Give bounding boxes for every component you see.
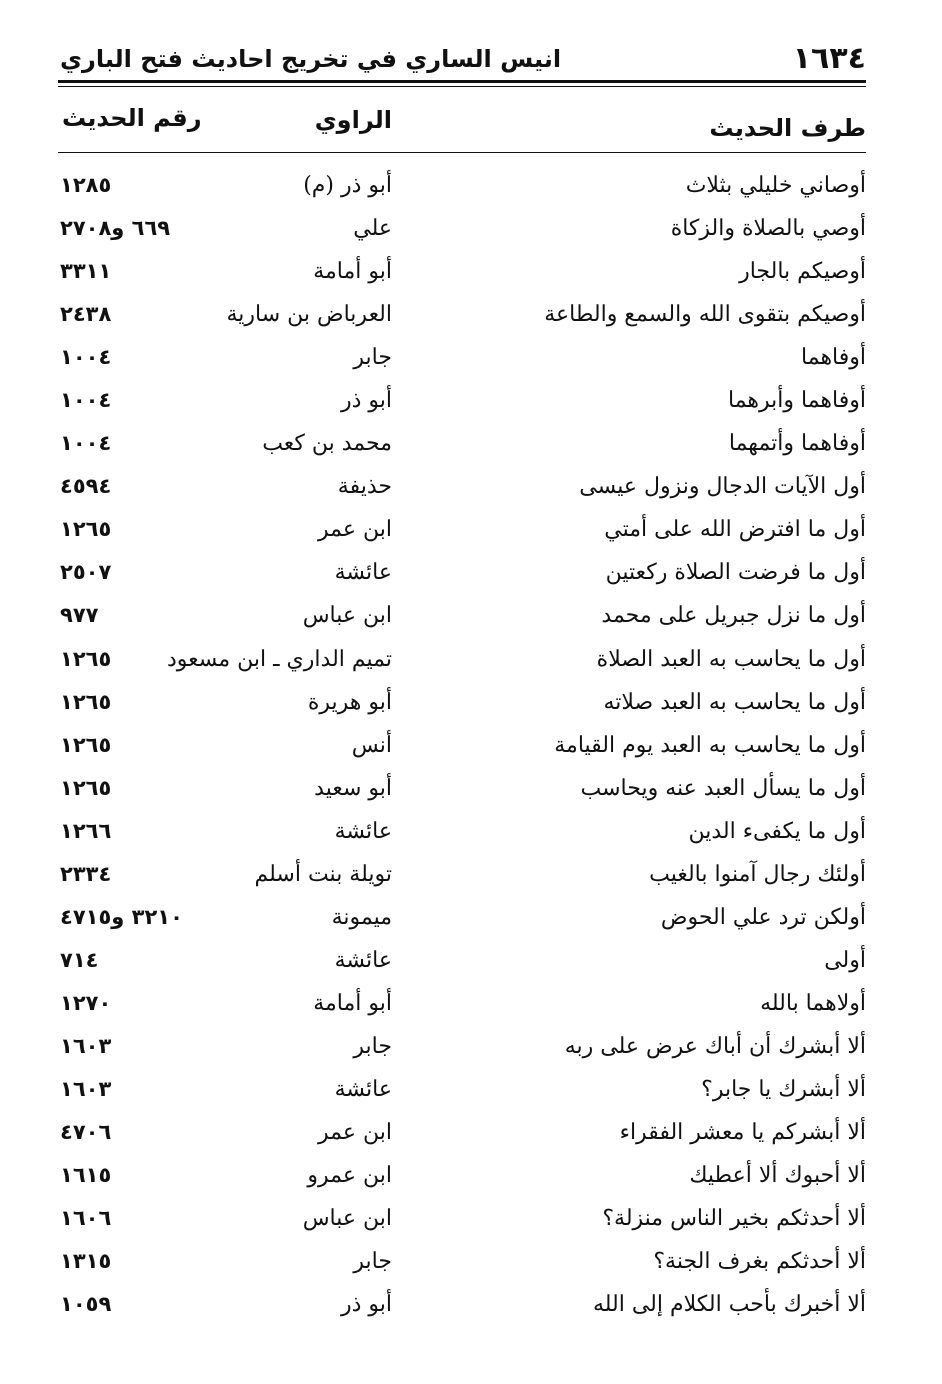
hadith-text: ألا أحبوك ألا أعطيك (689, 1163, 866, 1189)
table-row (60, 1107, 866, 1150)
hadith-number: ١٢٦٥ (60, 646, 112, 671)
narrator-name: حذيفة (337, 474, 392, 500)
hadith-number: ٤٧٠٦ (60, 1120, 112, 1145)
table-row (60, 806, 866, 849)
hadith-text: أولى (824, 947, 866, 973)
hadith-text: أوصي بالصلاة والزكاة (670, 216, 866, 242)
hadith-number: ٢٣٣٤ (60, 861, 112, 886)
narrator-name: جابر (353, 345, 392, 371)
table-row (60, 1193, 866, 1236)
narrator-name: محمد بن كعب (262, 431, 392, 457)
hadith-text: أولئك رجال آمنوا بالغيب (649, 861, 866, 887)
table-row (60, 1021, 866, 1064)
table-row (60, 246, 866, 289)
hadith-number: ٩٧٧ (60, 603, 99, 628)
hadith-text: أوفاهما (801, 345, 866, 371)
hadith-text: أول ما يحاسب به العبد يوم القيامة (554, 732, 866, 758)
hadith-index-table (60, 160, 866, 1322)
narrator-name: أبو هريرة (307, 689, 392, 715)
table-row (60, 1064, 866, 1107)
table-row (60, 1236, 866, 1279)
hadith-text: أوصيكم بتقوى الله والسمع والطاعة (544, 302, 866, 328)
hadith-number: ١٦٠٣ (60, 1076, 112, 1101)
table-row (60, 289, 866, 332)
narrator-name: أبو أمامة (313, 990, 392, 1016)
hadith-text: أول ما يكفىء الدين (688, 818, 866, 844)
hadith-number: ١٢٦٥ (60, 517, 112, 542)
table-row (60, 935, 866, 978)
hadith-text: أولاهما بالله (760, 990, 866, 1016)
hadith-number: ١٠٠٤ (60, 345, 112, 370)
table-row (60, 504, 866, 547)
table-row (60, 720, 866, 763)
book-title: انيس الساري في تخريج احاديث فتح الباري (60, 45, 562, 73)
column-header-narrator: الراوي (314, 106, 392, 134)
hadith-text: أوصيكم بالجار (739, 259, 866, 285)
hadith-number: ٦٦٩ و٢٧٠٨ (60, 216, 171, 241)
hadith-number: ١٢٧٠ (60, 990, 112, 1015)
narrator-name: ابن عمرو (307, 1163, 392, 1189)
hadith-number: ٣٢١٠ و٤٧١٥ (60, 904, 183, 929)
hadith-text: أول ما يحاسب به العبد صلاته (603, 689, 866, 715)
hadith-number: ١٢٦٥ (60, 775, 112, 800)
hadith-text: ألا أبشركم يا معشر الفقراء (619, 1120, 866, 1146)
table-row (60, 763, 866, 806)
narrator-name: أبو ذر (340, 1292, 392, 1318)
narrator-name: أبو سعيد (314, 775, 392, 801)
hadith-text: ألا أحدثكم بخير الناس منزلة؟ (602, 1206, 866, 1232)
column-header-rule (58, 152, 866, 153)
hadith-text: أول ما فرضت الصلاة ركعتين (605, 560, 866, 586)
narrator-name: ميمونة (331, 904, 392, 930)
column-header-number: رقم الحديث (62, 104, 202, 132)
running-head (60, 38, 866, 80)
hadith-text: أول ما يسأل العبد عنه ويحاسب (580, 775, 866, 801)
narrator-name: جابر (353, 1033, 392, 1059)
page-number: ١٦٣٤ (792, 41, 866, 76)
column-headers (60, 104, 866, 150)
narrator-name: العرباض بن سارية (226, 302, 392, 328)
hadith-text: أولكن ترد علي الحوض (660, 904, 866, 930)
hadith-number: ١٦٠٣ (60, 1033, 112, 1058)
table-row (60, 677, 866, 720)
table-row (60, 1150, 866, 1193)
table-row (60, 375, 866, 418)
hadith-text: أوفاهما وأتمهما (728, 431, 866, 457)
narrator-name: أبو ذر (340, 388, 392, 414)
hadith-text: ألا أحدثكم بغرف الجنة؟ (653, 1249, 866, 1275)
table-row (60, 418, 866, 461)
hadith-number: ١٠٠٤ (60, 388, 112, 413)
hadith-text: أوصاني خليلي بثلاث (685, 173, 866, 198)
hadith-number: ١٢٦٥ (60, 689, 112, 714)
hadith-text: أوفاهما وأبرهما (728, 388, 866, 414)
narrator-name: عائشة (334, 1076, 392, 1102)
narrator-name: ابن عمر (318, 517, 392, 543)
table-row (60, 160, 866, 203)
hadith-number: ١٢٦٦ (60, 818, 112, 843)
hadith-number: ١٢٦٥ (60, 732, 112, 757)
hadith-number: ٢٥٠٧ (60, 560, 112, 585)
table-row (60, 332, 866, 375)
narrator-name: جابر (353, 1249, 392, 1275)
narrator-name: تميم الداري ـ ابن مسعود (166, 646, 392, 672)
narrator-name: عائشة (334, 560, 392, 586)
hadith-text: ألا أخبرك بأحب الكلام إلى الله (592, 1292, 866, 1318)
table-row (60, 1279, 866, 1322)
narrator-name: ابن عمر (318, 1120, 392, 1146)
hadith-text: أول ما نزل جبريل على محمد (601, 603, 866, 629)
hadith-text: ألا أبشرك أن أباك عرض على ربه (564, 1033, 866, 1059)
narrator-name: عائشة (334, 818, 392, 844)
column-header-hadith: طرف الحديث (709, 114, 866, 142)
narrator-name: أبو ذر (م) (303, 173, 392, 198)
narrator-name: أنس (351, 732, 392, 758)
narrator-name: ابن عباس (302, 603, 392, 629)
hadith-number: ٣٣١١ (60, 259, 112, 284)
table-row (60, 849, 866, 892)
narrator-name: ابن عباس (302, 1206, 392, 1232)
table-row (60, 203, 866, 246)
narrator-name: تويلة بنت أسلم (254, 861, 392, 887)
header-rule-thick (58, 80, 866, 83)
narrator-name: علي (353, 216, 392, 242)
hadith-number: ١٦١٥ (60, 1163, 112, 1188)
narrator-name: عائشة (334, 947, 392, 973)
header-rule-thin (58, 86, 866, 87)
hadith-text: أول ما يحاسب به العبد الصلاة (596, 646, 866, 672)
hadith-number: ٢٤٣٨ (60, 302, 112, 327)
table-row (60, 547, 866, 590)
hadith-number: ١٣١٥ (60, 1249, 112, 1274)
hadith-text: ألا أبشرك يا جابر؟ (701, 1076, 866, 1102)
hadith-text: أول ما افترض الله على أمتي (604, 517, 866, 543)
hadith-number: ٤٥٩٤ (60, 474, 112, 499)
table-row (60, 892, 866, 935)
hadith-number: ١٢٨٥ (60, 173, 112, 197)
table-row (60, 978, 866, 1021)
hadith-number: ٧١٤ (60, 947, 99, 972)
table-row (60, 590, 866, 633)
hadith-number: ١٦٠٦ (60, 1206, 112, 1231)
hadith-number: ١٠٠٤ (60, 431, 112, 456)
hadith-number: ١٠٥٩ (60, 1292, 112, 1317)
table-row (60, 634, 866, 677)
narrator-name: أبو أمامة (313, 259, 392, 285)
hadith-text: أول الآيات الدجال ونزول عيسى (579, 474, 866, 500)
table-row (60, 461, 866, 504)
